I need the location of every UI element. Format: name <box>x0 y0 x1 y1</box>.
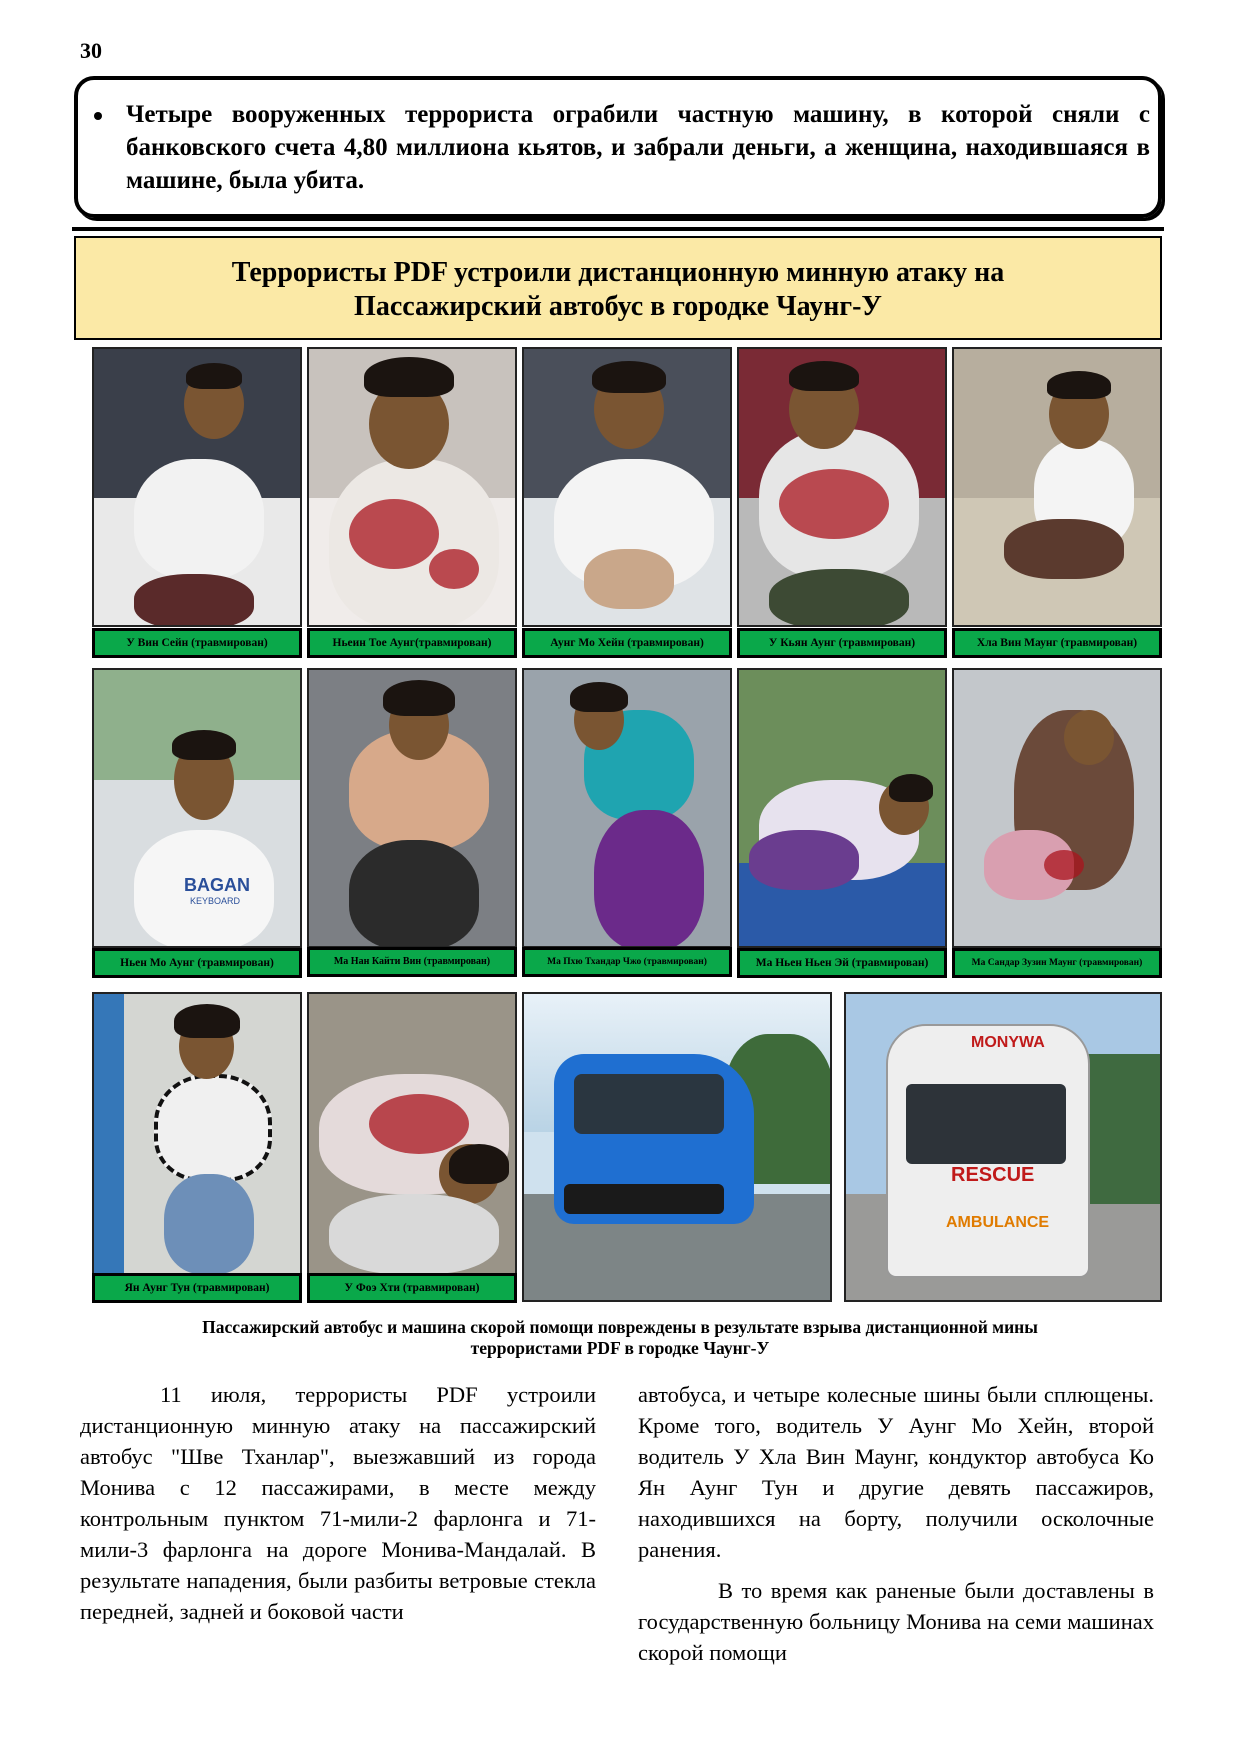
photo-victim-12 <box>307 992 517 1277</box>
photo-victim-3 <box>522 347 732 627</box>
photo-victim-2 <box>307 347 517 627</box>
figure-caption <box>80 1317 1160 1359</box>
photo-victim-5 <box>952 347 1162 627</box>
ambulance-rescue-text: RESCUE <box>951 1164 1035 1186</box>
body-paragraph-1: 11 июля, террористы PDF устроили дистанционную минную атаку на пассажирский автобус "Шве Тханлар", выезжавший из города Монива с 12 пассажирами, в месте между контрольным пунктом 71-мили-2 фарлонга и 71-мили-3 фарлонга на дороге Монива-Мандалай. В результате нападения, были разбиты ветровые стекла передней, задней и боковой части <box>80 1382 596 1624</box>
photo-victim-1 <box>92 347 302 627</box>
photo-caption-label-5: Хла Вин Маунг (травмирован) <box>952 628 1162 658</box>
photo-victim-7 <box>307 668 517 948</box>
photo-victim-10 <box>952 668 1162 948</box>
shirt-text: BAGAN <box>184 875 250 895</box>
photo-victim-4 <box>737 347 947 627</box>
photo-caption-label-11: Ян Аунг Тун (травмирован) <box>92 1273 302 1303</box>
body-right-column <box>638 1379 1154 1678</box>
photo-caption-label-1: У Вин Сейн (травмирован) <box>92 628 302 658</box>
shirt-subtext: KEYBOARD <box>190 896 241 906</box>
photo-caption-label-7: Ма Нан Кайти Вин (травмирован) <box>307 947 517 977</box>
photo-caption-label-2: Ньеин Тое Аунг(травмирован) <box>307 628 517 658</box>
body-left-column <box>80 1379 596 1637</box>
figure-caption-line-1: Пассажирский автобус и машина скорой помощи повреждены в результате взрыва дистанционной мины <box>202 1317 1038 1337</box>
bullet-dot <box>94 112 102 120</box>
photo-victim-9 <box>737 668 947 948</box>
photo-victim-6 <box>92 668 302 948</box>
photo-caption-label-8: Ма Пхю Тхандар Чжо (травмирован) <box>522 947 732 977</box>
photo-victim-8 <box>522 668 732 948</box>
body-paragraph-3: В то время как раненые были доставлены в государственную больницу Монива на семи машинах скорой помощи <box>638 1578 1154 1665</box>
divider-rule <box>72 227 1164 231</box>
page-number: 30 <box>80 38 102 63</box>
ambulance-top-text: MONYWA <box>971 1034 1045 1051</box>
bullet-box <box>74 76 1162 218</box>
photo-caption-label-9: Ма Ньен Ньен Эй (травмирован) <box>737 948 947 978</box>
photo-caption-label-6: Ньен Мо Аунг (травмирован) <box>92 948 302 978</box>
photo-ambulance <box>844 992 1162 1302</box>
headline-line-1: Террористы PDF устроили дистанционную минную атаку на <box>231 257 1005 288</box>
photo-caption-label-12: У Фоэ Хти (травмирован) <box>307 1273 517 1303</box>
photo-caption-label-10: Ма Сандар Зузин Маунг (травмирован) <box>952 948 1162 978</box>
photo-caption-label-3: Аунг Мо Хейн (травмирован) <box>522 628 732 658</box>
photo-victim-11 <box>92 992 302 1277</box>
photo-damaged-bus <box>522 992 832 1302</box>
bullet-text: Четыре вооруженных террориста ограбили частную машину, в которой сняли с банковского счета 4,80 миллиона кьятов, и забрали деньги, а женщина, находившаяся в машине, была убита. <box>126 101 1150 194</box>
figure-caption-line-2: террористами PDF в городке Чаунг-У <box>470 1338 770 1358</box>
body-paragraph-2: автобуса, и четыре колесные шины были сплющены. Кроме того, водитель У Аунг Мо Хейн, второй водитель У Хла Вин Маунг, кондуктор автобуса Ко Ян Аунг Тун и другие девять пассажиров, находившихся на борту, получили осколочные ранения. <box>638 1382 1154 1562</box>
photo-caption-label-4: У Кьян Аунг (травмирован) <box>737 628 947 658</box>
headline-box <box>74 236 1162 340</box>
ambulance-side-text: AMBULANCE <box>946 1214 1050 1231</box>
headline-line-2: Пассажирский автобус в городке Чаунг-У <box>354 291 882 322</box>
